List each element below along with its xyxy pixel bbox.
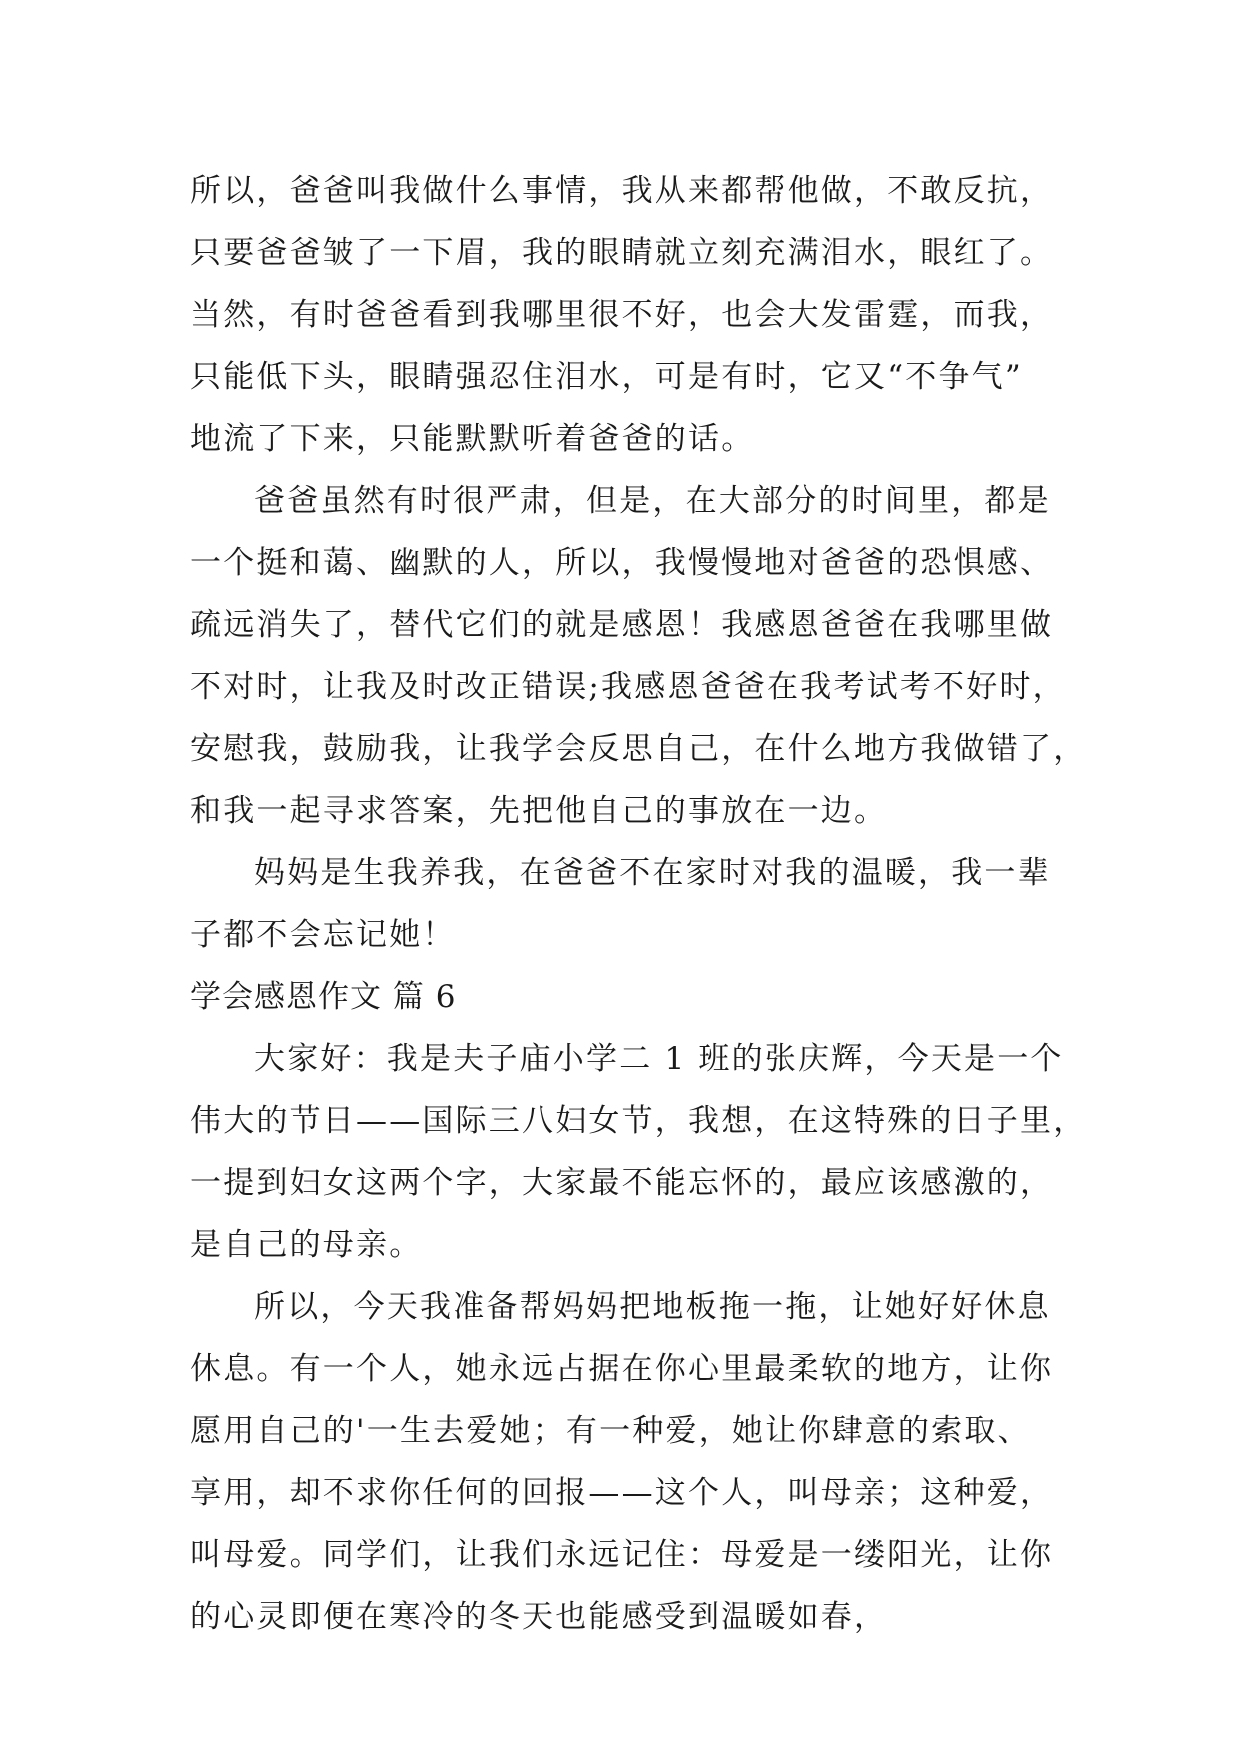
document-body	[190, 160, 1087, 1648]
text-line: 安慰我，鼓励我，让我学会反思自己，在什么地方我做错了，	[190, 731, 1087, 767]
text-line: 所以，今天我准备帮妈妈把地板拖一拖，让她好好休息	[254, 1289, 1051, 1325]
text-line: 只能低下头，眼睛强忍住泪水，可是有时，它又“不争气”	[190, 359, 1023, 395]
text-line: 愿用自己的'一生去爱她；有一种爱，她让你肆意的索取、	[190, 1413, 1031, 1449]
text-line: 妈妈是生我养我，在爸爸不在家时对我的温暖，我一辈	[254, 855, 1051, 891]
text-line: 地流了下来，只能默默听着爸爸的话。	[190, 421, 755, 457]
text-line: 不对时，让我及时改正错误;我感恩爸爸在我考试考不好时，	[190, 669, 1066, 705]
text-line: 大家好：我是夫子庙小学二 1 班的张庆辉，今天是一个	[254, 1041, 1064, 1077]
text-line: 休息。有一个人，她永远占据在你心里最柔软的地方，让你	[190, 1351, 1054, 1387]
text-line: 一提到妇女这两个字，大家最不能忘怀的，最应该感激的，	[190, 1165, 1054, 1201]
text-line: 是自己的母亲。	[190, 1227, 423, 1263]
section-heading: 学会感恩作文 篇 6	[190, 979, 457, 1015]
text-line: 当然，有时爸爸看到我哪里很不好，也会大发雷霆，而我，	[190, 297, 1054, 333]
text-line: 爸爸虽然有时很严肃，但是，在大部分的时间里，都是	[254, 483, 1051, 519]
text-line: 所以，爸爸叫我做什么事情，我从来都帮他做，不敢反抗，	[190, 173, 1054, 209]
text-line: 只要爸爸皱了一下眉，我的眼睛就立刻充满泪水，眼红了。	[190, 235, 1054, 271]
text-line: 叫母爱。同学们，让我们永远记住：母爱是一缕阳光，让你	[190, 1537, 1054, 1573]
text-line: 子都不会忘记她！	[190, 917, 456, 953]
text-line: 享用，却不求你任何的回报——这个人，叫母亲；这种爱，	[190, 1475, 1054, 1511]
text-line: 和我一起寻求答案，先把他自己的事放在一边。	[190, 793, 888, 829]
text-line: 一个挺和蔼、幽默的人，所以，我慢慢地对爸爸的恐惧感、	[190, 545, 1054, 581]
text-line: 疏远消失了，替代它们的就是感恩！我感恩爸爸在我哪里做	[190, 607, 1054, 643]
text-line: 的心灵即便在寒冷的冬天也能感受到温暖如春，	[190, 1599, 888, 1635]
text-line: 伟大的节日——国际三八妇女节，我想，在这特殊的日子里，	[190, 1103, 1087, 1139]
